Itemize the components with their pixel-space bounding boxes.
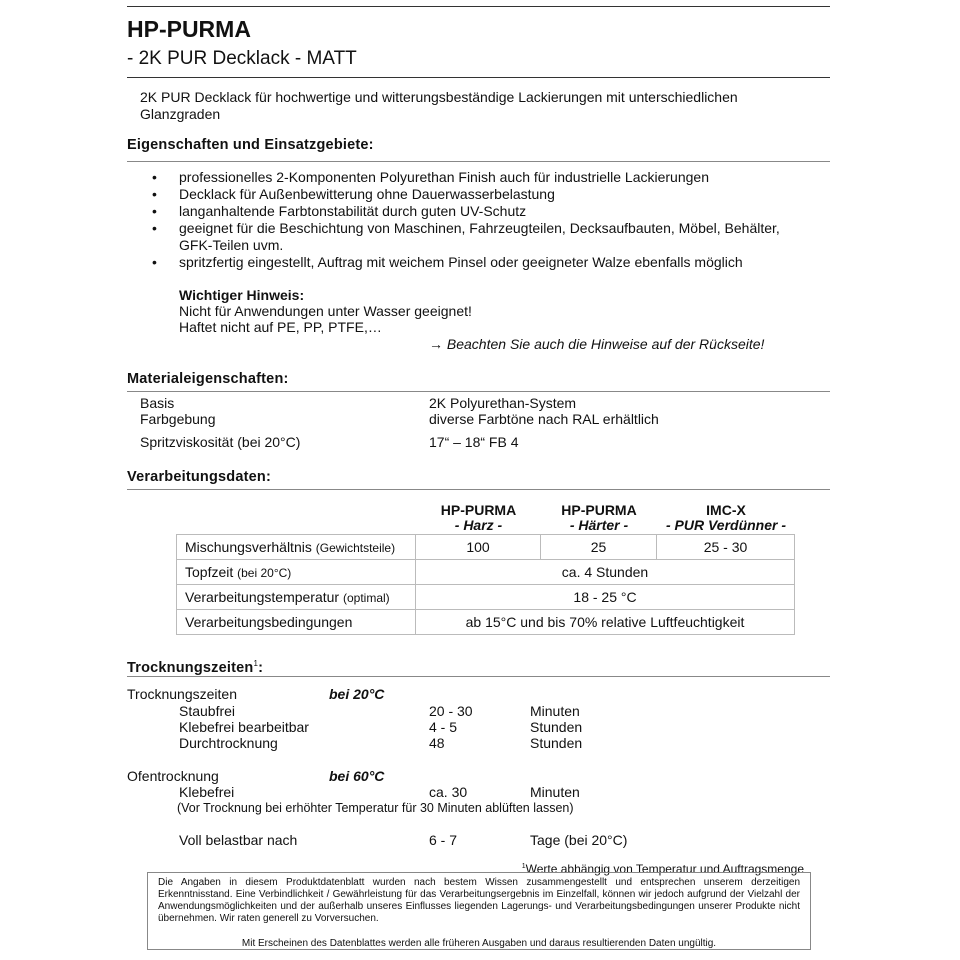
drying-unit: Stunden (530, 719, 583, 735)
top-rule (127, 6, 830, 7)
backside-hint (429, 336, 764, 352)
table-row (177, 560, 795, 585)
material-label: Spritzviskosität (bei 20°C) (140, 434, 301, 450)
material-value: 17“ – 18“ FB 4 (429, 434, 519, 450)
drying-value: 20 - 30 (429, 703, 473, 719)
column-header-sub: - PUR Verdünner - (665, 517, 787, 533)
drying-label: Staubfrei (179, 703, 236, 719)
material-label: Basis (140, 395, 175, 411)
material-value: 2K Polyurethan-System (429, 395, 577, 411)
bullet-item: langanhaltende Farbtonstabilität durch guten UV-Schutz (179, 203, 527, 219)
cell-value: ca. 4 Stunden (416, 560, 795, 585)
intro-line: Glanzgraden (140, 106, 221, 122)
page-title: HP-PURMA (127, 16, 251, 42)
drying-unit: Tage (bei 20°C) (530, 832, 628, 848)
cell-value: 25 - 30 (657, 535, 795, 560)
bullet-item: Decklack für Außenbewitterung ohne Dauerwasserbelastung (179, 186, 555, 202)
divider (127, 161, 830, 162)
cell-value: 100 (416, 535, 541, 560)
table-row (177, 610, 795, 635)
bullet-icon: • (152, 254, 157, 270)
title-rule (127, 77, 830, 78)
bullet-item-continued: GFK-Teilen uvm. (179, 237, 284, 253)
drying-value: 4 - 5 (429, 719, 458, 735)
processing-table (176, 534, 795, 635)
validity-note: Mit Erscheinen des Datenblattes werden alle früheren Ausgaben und daraus resultierenden Daten ungültig. (241, 938, 717, 949)
column-header-name: HP-PURMA (561, 502, 637, 518)
bullet-icon: • (152, 186, 157, 202)
drying-value: 6 - 7 (429, 832, 458, 848)
row-label: Verarbeitungstemperatur (optimal) (177, 585, 416, 610)
drying-label: Klebefrei (179, 784, 235, 800)
section-heading-drying: Trocknungszeiten$^1$: (127, 659, 264, 676)
drying-label: Klebefrei bearbeitbar (179, 719, 309, 735)
drying-label: Durchtrocknung (179, 735, 278, 751)
drying-condition: bei 60°C (329, 768, 385, 784)
bullet-icon: • (152, 220, 157, 236)
column-header-sub: - Harz - (454, 517, 503, 533)
cell-value: 18 - 25 °C (416, 585, 795, 610)
drying-condition: bei 20°C (329, 686, 385, 702)
section-heading-properties: Eigenschaften und Einsatzgebiete: (127, 137, 374, 153)
column-header-sub: - Härter - (569, 517, 629, 533)
section-heading-material: Materialeigenschaften: (127, 371, 289, 387)
drying-group-label: Trocknungszeiten (127, 686, 237, 702)
backside-hint-text: Beachten Sie auch die Hinweise auf der Rückseite! (446, 336, 765, 352)
cell-value: 25 (541, 535, 657, 560)
drying-value: 48 (429, 735, 445, 751)
section-heading-processing: Verarbeitungsdaten: (127, 469, 271, 485)
divider (127, 489, 830, 490)
drying-value: ca. 30 (429, 784, 468, 800)
note-line: Nicht für Anwendungen unter Wasser geeignet! (179, 303, 472, 319)
disclaimer-box (147, 872, 811, 950)
row-label: Mischungsverhältnis (Gewichtsteile) (177, 535, 416, 560)
bullet-item: spritzfertig eingestellt, Auftrag mit weichem Pinsel oder geeigneter Walze ebenfalls möglich (179, 254, 743, 270)
bullet-item: geeignet für die Beschichtung von Maschinen, Fahrzeugteilen, Decksaufbauten, Möbel, Behälter, (179, 220, 780, 236)
bullet-icon: • (152, 169, 157, 185)
intro-line: 2K PUR Decklack für hochwertige und witterungsbeständige Lackierungen mit unterschiedlichen (140, 89, 738, 105)
disclaimer-text: Die Angaben in diesem Produktdatenblatt wurden nach bestem Wissen zusammengestellt und entsprechen unserem derzeitigen Erkenntnisstand. Eine Verbindlichkeit / Gewährleistung für das Verarbeitungsergebnis im Einzelfall, können wir jedoch aufgrund der Vielzahl der Anwendungsmöglichkeiten und der außerhalb unseres Einflusses liegenden Lagerungs- und Verarbeitungsbedingungen unserer Produkte nicht übernehmen. Wir raten generell zu Vorversuchen. (158, 877, 800, 924)
drying-label: Voll belastbar nach (179, 832, 298, 848)
column-header-name: HP-PURMA (440, 502, 517, 518)
table-row (177, 585, 795, 610)
material-label: Farbgebung (140, 411, 216, 427)
drying-unit: Minuten (530, 784, 580, 800)
column-header-name: IMC-X (706, 502, 746, 518)
material-value: diverse Farbtöne nach RAL erhältlich (429, 411, 659, 427)
row-label: Topfzeit (bei 20°C) (177, 560, 416, 585)
bullet-icon: • (152, 203, 157, 219)
drying-note: (Vor Trocknung bei erhöhter Temperatur für 30 Minuten ablüften lassen) (177, 801, 574, 815)
divider (127, 676, 830, 677)
drying-unit: Stunden (530, 735, 583, 751)
arrow-right-icon: → (429, 336, 443, 352)
drying-unit: Minuten (530, 703, 580, 719)
row-label: Verarbeitungsbedingungen (177, 610, 416, 635)
table-row (177, 535, 795, 560)
divider (127, 391, 830, 392)
note-heading: Wichtiger Hinweis: (179, 287, 305, 303)
drying-group-label: Ofentrocknung (127, 768, 219, 784)
note-line: Haftet nicht auf PE, PP, PTFE,… (179, 319, 382, 335)
page-subtitle: - 2K PUR Decklack - MATT (127, 48, 357, 69)
footnote: $^1$Werte abhängig von Temperatur und Auftragsmenge (521, 862, 804, 876)
bullet-item: professionelles 2-Komponenten Polyurethan Finish auch für industrielle Lackierungen (179, 169, 709, 185)
cell-value: ab 15°C und bis 70% relative Luftfeuchtigkeit (416, 610, 795, 635)
